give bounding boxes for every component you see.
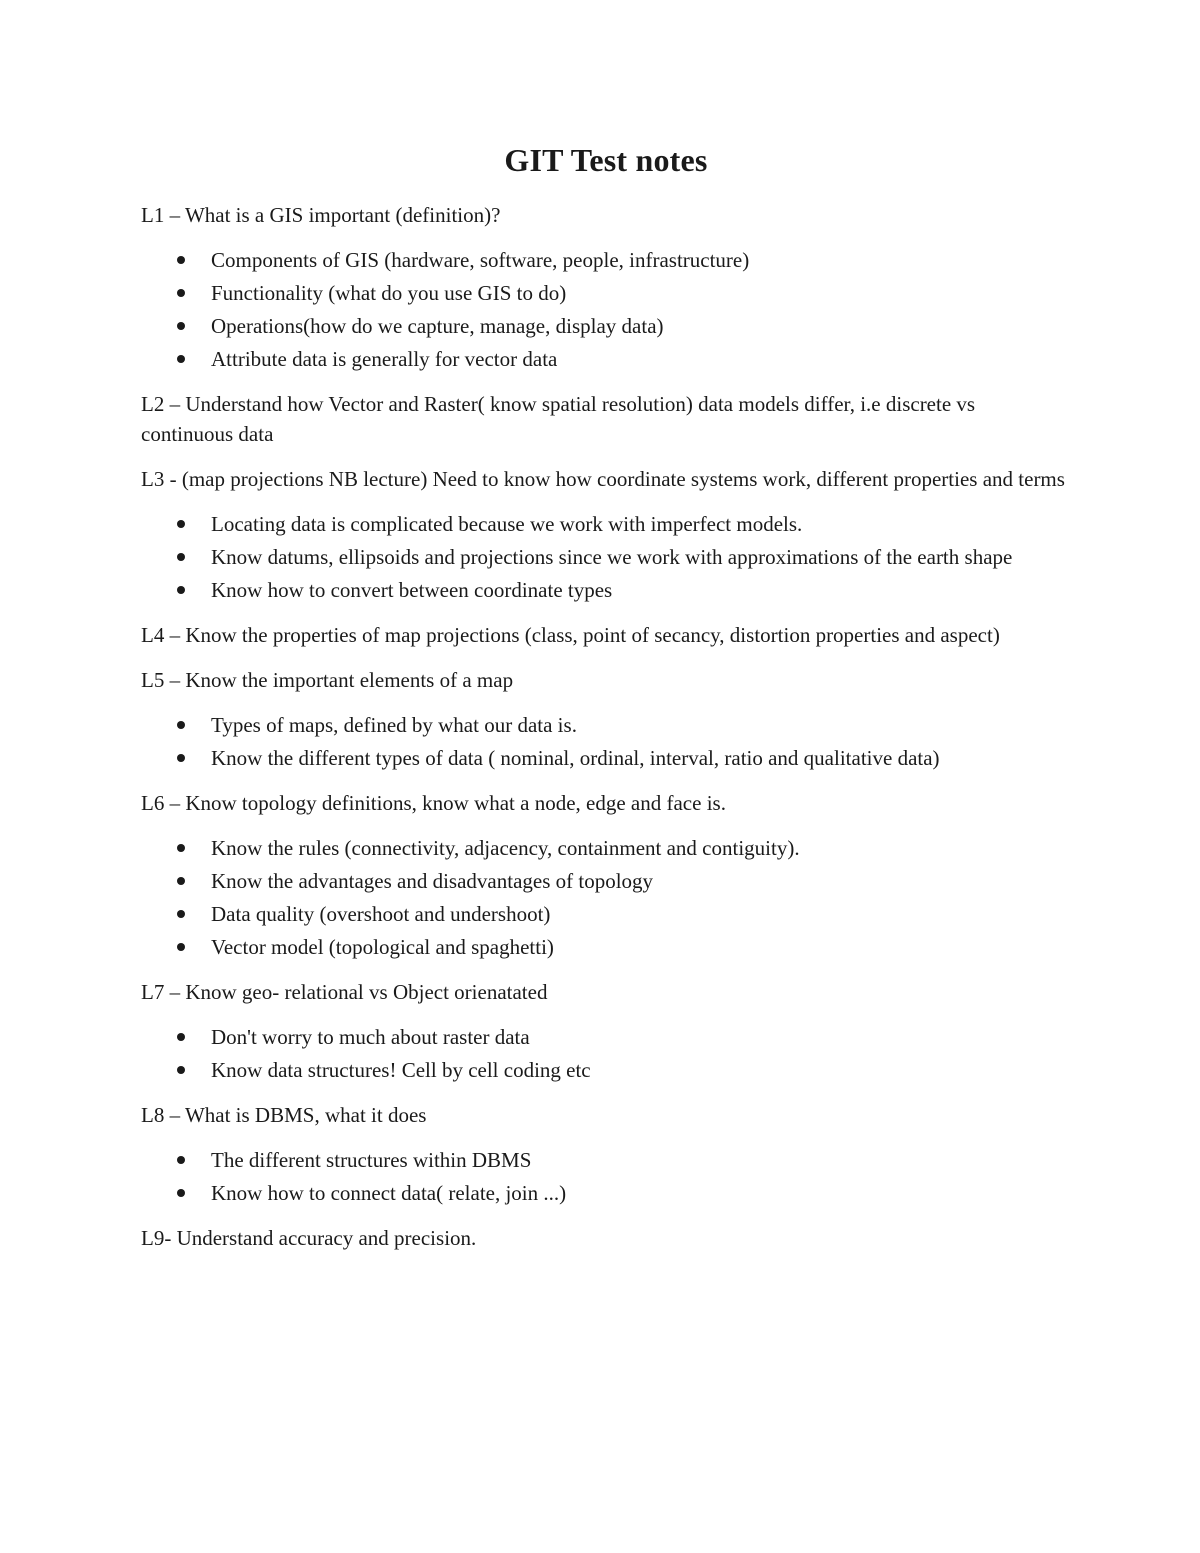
- bullet-text: Functionality (what do you use GIS to do): [211, 281, 567, 305]
- bullet-text: Data quality (overshoot and undershoot): [211, 902, 551, 926]
- bullet-text: Vector model (topological and spaghetti): [211, 935, 554, 959]
- bullet-text: Components of GIS (hardware, software, people, infrastructure): [211, 248, 750, 272]
- document-title: GIT Test notes: [504, 142, 708, 178]
- bullet-text: Know the advantages and disadvantages of topology: [211, 869, 654, 893]
- lecture-heading: L2 – Understand how Vector and Raster( know spatial resolution) data models differ, i.e discrete vs continuous data: [141, 392, 976, 446]
- lecture-heading: L3 - (map projections NB lecture) Need to know how coordinate systems work, different properties and terms: [141, 467, 1065, 491]
- bullet-text: Know how to convert between coordinate types: [211, 578, 613, 602]
- bullet-icon: [177, 844, 185, 852]
- lecture-heading: L1 – What is a GIS important (definition)?: [141, 203, 501, 227]
- list-item: [141, 245, 1071, 275]
- bullet-icon: [177, 754, 185, 762]
- bullet-list: [141, 710, 1071, 773]
- bullet-icon: [177, 322, 185, 330]
- bullet-icon: [177, 721, 185, 729]
- bullet-icon: [177, 355, 185, 363]
- list-item: [141, 1055, 1071, 1085]
- document-page: [141, 140, 1071, 1268]
- list-item: [141, 344, 1071, 374]
- bullet-text: Locating data is complicated because we work with imperfect models.: [211, 512, 803, 536]
- bullet-icon: [177, 553, 185, 561]
- list-item: [141, 833, 1071, 863]
- list-item: [141, 278, 1071, 308]
- bullet-icon: [177, 1189, 185, 1197]
- bullet-text: Know data structures! Cell by cell coding etc: [211, 1058, 591, 1082]
- lecture-heading: L4 – Know the properties of map projections (class, point of secancy, distortion properties and aspect): [141, 623, 1000, 647]
- lecture-heading: L7 – Know geo- relational vs Object orienatated: [141, 980, 548, 1004]
- list-item: [141, 509, 1071, 539]
- bullet-list: [141, 1145, 1071, 1208]
- bullet-icon: [177, 586, 185, 594]
- bullet-list: [141, 833, 1071, 962]
- bullet-text: Know how to connect data( relate, join ...): [211, 1181, 567, 1205]
- lecture-heading: L8 – What is DBMS, what it does: [141, 1103, 427, 1127]
- bullet-icon: [177, 289, 185, 297]
- bullet-text: Know the different types of data ( nominal, ordinal, interval, ratio and qualitative data): [211, 746, 940, 770]
- list-item: [141, 311, 1071, 341]
- list-item: [141, 899, 1071, 929]
- bullet-icon: [177, 520, 185, 528]
- list-item: [141, 932, 1071, 962]
- bullet-icon: [177, 1066, 185, 1074]
- bullet-list: [141, 245, 1071, 374]
- bullet-icon: [177, 256, 185, 264]
- bullet-icon: [177, 1156, 185, 1164]
- bullet-list: [141, 509, 1071, 605]
- bullet-icon: [177, 910, 185, 918]
- notes-sections: [141, 200, 1071, 1253]
- lecture-heading: L6 – Know topology definitions, know what a node, edge and face is.: [141, 791, 726, 815]
- bullet-text: Know datums, ellipsoids and projections since we work with approximations of the earth shape: [211, 545, 1013, 569]
- list-item: [141, 743, 1071, 773]
- bullet-text: Don't worry to much about raster data: [211, 1025, 530, 1049]
- bullet-icon: [177, 943, 185, 951]
- bullet-text: Types of maps, defined by what our data is.: [211, 713, 577, 737]
- bullet-list: [141, 1022, 1071, 1085]
- bullet-text: Operations(how do we capture, manage, display data): [211, 314, 664, 338]
- list-item: [141, 542, 1071, 572]
- list-item: [141, 1178, 1071, 1208]
- lecture-heading: L9- Understand accuracy and precision.: [141, 1226, 477, 1250]
- list-item: [141, 866, 1071, 896]
- list-item: [141, 575, 1071, 605]
- lecture-heading: L5 – Know the important elements of a map: [141, 668, 514, 692]
- bullet-text: Attribute data is generally for vector data: [211, 347, 558, 371]
- bullet-text: The different structures within DBMS: [211, 1148, 532, 1172]
- list-item: [141, 710, 1071, 740]
- bullet-icon: [177, 877, 185, 885]
- bullet-icon: [177, 1033, 185, 1041]
- list-item: [141, 1022, 1071, 1052]
- list-item: [141, 1145, 1071, 1175]
- bullet-text: Know the rules (connectivity, adjacency, containment and contiguity).: [211, 836, 800, 860]
